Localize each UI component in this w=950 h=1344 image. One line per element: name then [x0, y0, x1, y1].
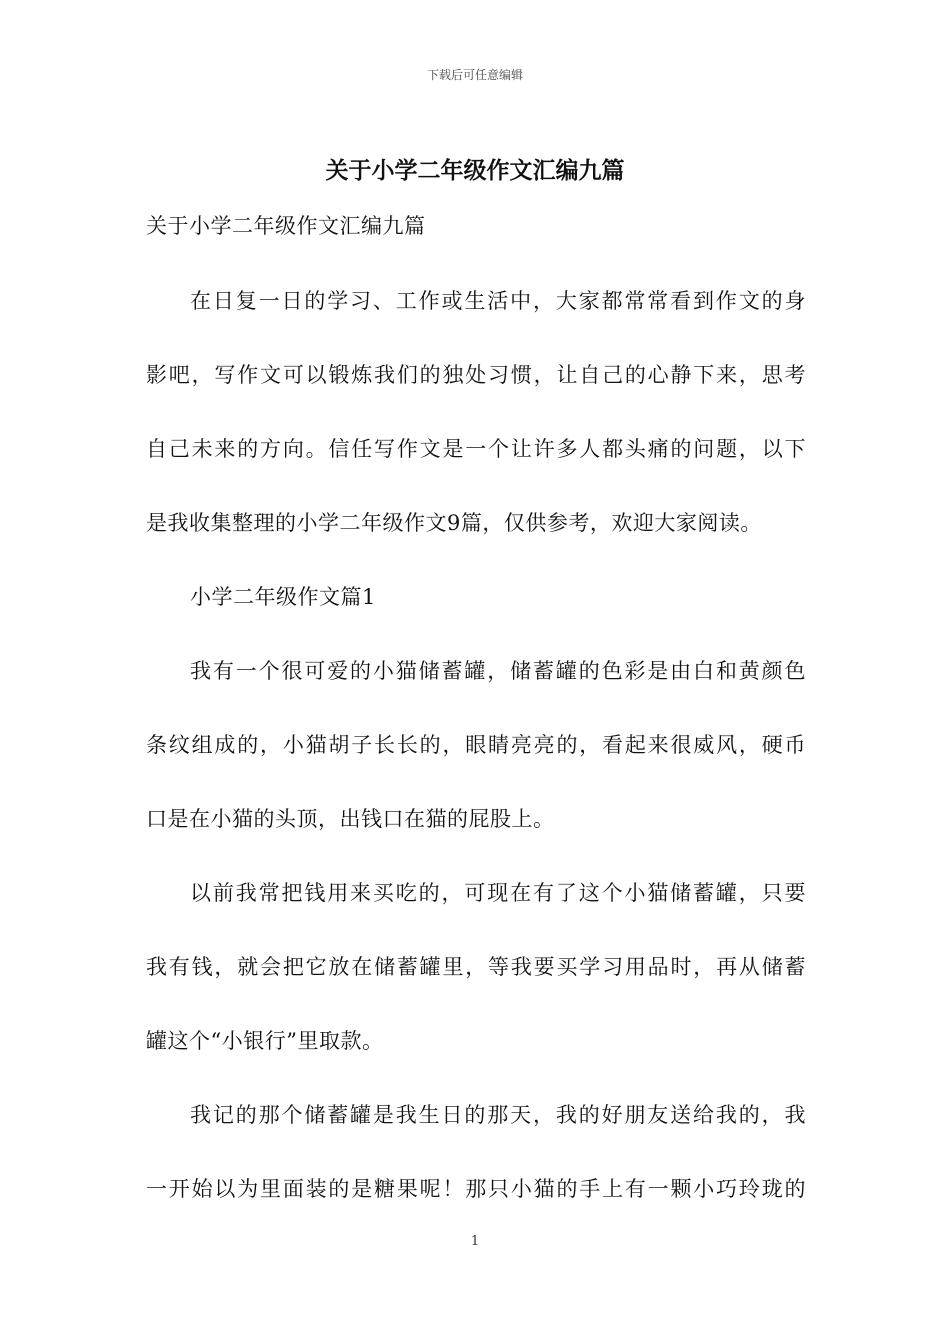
paragraph-line: 口是在小猫的头顶，出钱口在猫的屁股上。: [146, 807, 555, 831]
page-number: 1: [470, 1234, 480, 1249]
document-title: 关于小学二年级作文汇编九篇: [325, 157, 625, 184]
paragraph-line: 我记的那个储蓄罐是我生日的那天，我的好朋友送给我的，我: [190, 1103, 806, 1127]
section-heading: [146, 560, 806, 634]
essay-paragraph: [146, 634, 806, 856]
paragraph-line: 我有一个很可爱的小猫储蓄罐，储蓄罐的色彩是由白和黄颜色: [190, 659, 806, 683]
header-note: 下载后可任意编辑: [426, 68, 523, 82]
essay-paragraph: [146, 1078, 806, 1226]
paragraph-line: 在日复一日的学习、工作或生活中，大家都常常看到作文的身: [190, 289, 806, 313]
paragraph-line: 我有钱，就会把它放在储蓄罐里，等我要买学习用品时，再从储蓄: [146, 955, 806, 979]
paragraph-line: 影吧，写作文可以锻炼我们的独处习惯，让自己的心静下来，思考: [146, 363, 806, 387]
document-subtitle: 关于小学二年级作文汇编九篇: [146, 214, 426, 238]
paragraph-line: 以前我常把钱用来买吃的，可现在有了这个小猫储蓄罐，只要: [190, 881, 806, 905]
paragraph-line: 自己未来的方向。信任写作文是一个让许多人都头痛的问题，以下: [146, 437, 806, 461]
paragraph-line: 罐这个“小银行”里取款。: [146, 1029, 384, 1053]
essay-paragraph: [146, 856, 806, 1078]
section-heading-text: 小学二年级作文篇1: [190, 585, 376, 609]
intro-paragraph: [146, 264, 806, 560]
paragraph-line: 条纹组成的，小猫胡子长长的，眼睛亮亮的，看起来很威风，硬币: [146, 733, 806, 757]
paragraph-line: 是我收集整理的小学二年级作文9篇，仅供参考，欢迎大家阅读。: [146, 511, 762, 535]
paragraph-line: 一开始以为里面装的是糖果呢！那只小猫的手上有一颗小巧玲珑的: [146, 1177, 806, 1201]
